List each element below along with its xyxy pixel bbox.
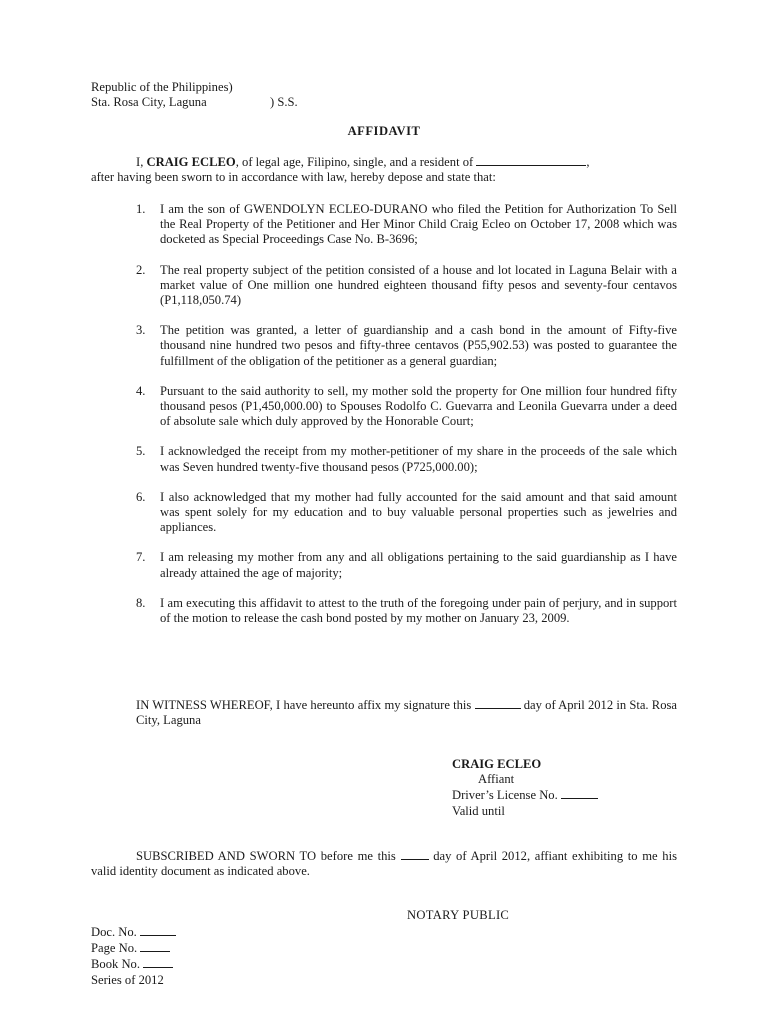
affiant-name: CRAIG ECLEO [452, 757, 542, 771]
statement-number: 4. [136, 383, 146, 398]
venue-city: Sta. Rosa City, Laguna [91, 95, 207, 110]
affiant-label: Affiant [478, 772, 515, 787]
statement-number: 5. [136, 444, 146, 459]
book-no-label: Book No. [91, 957, 140, 972]
notary-public-label: NOTARY PUBLIC [407, 908, 510, 922]
valid-until-label: Valid until [452, 803, 505, 818]
license-line [452, 787, 598, 803]
intro-text-a: , of legal age, Filipino, single, and a resident of [235, 155, 474, 169]
statement-item [136, 323, 677, 369]
statement-number: 1. [136, 202, 146, 216]
statement-item [136, 384, 677, 430]
intro-suffix: , [586, 155, 590, 169]
statement-item [136, 202, 677, 248]
venue-country: Republic of the Philippines) [91, 80, 233, 94]
statement-text: I am executing this affidavit to attest to the truth of the foregoing under pain of perjury, and in support of the motion to release the cash bond posted by my mother on January 23, 2009. [160, 595, 677, 626]
venue-block [91, 80, 298, 110]
signature-block [452, 757, 598, 819]
intro-text-b: after having been sworn to in accordance with law, hereby depose and state that: [91, 170, 496, 185]
statements-list [136, 202, 677, 641]
jurat-text-b: day of April 2012, affiant exhibiting to me his valid identity document as indicated above. [91, 849, 678, 879]
statement-number: 3. [136, 323, 146, 338]
statement-text: Pursuant to the said authority to sell, my mother sold the property for One million four hundred fifty thousand pesos (P1,450,000.00) to Spouses Rodolfo C. Guevarra and Leonila Guevarra under a deed of absolute sale which duly approved by the Honorable Court; [160, 383, 677, 429]
doc-no-blank [140, 924, 176, 936]
venue-ss: ) S.S. [270, 95, 298, 109]
statement-text: The real property subject of the petition consisted of a house and lot located in Laguna Belair with a market value of One million one hundred eighteen thousand fifty pesos and seventy-four centavos (P1,118,050.74) [160, 262, 677, 308]
jurat-day-blank [401, 848, 429, 860]
affiant-name-intro: CRAIG ECLEO [146, 155, 236, 169]
doc-no-line [91, 924, 176, 940]
statement-text: I am releasing my mother from any and all obligations pertaining to the said guardianship as I have already attained the age of majority; [160, 550, 677, 580]
statement-item [136, 490, 677, 536]
statement-item [136, 596, 677, 626]
book-no-blank [143, 956, 173, 968]
statement-number: 7. [136, 550, 146, 565]
notarial-register-block [91, 924, 176, 988]
statement-text: I acknowledged the receipt from my mother-petitioner of my share in the proceeds of the sale which was Seven hundred twenty-five thousand pesos (P725,000.00); [160, 444, 677, 474]
witness-day-blank [475, 697, 521, 709]
statement-item [136, 444, 677, 474]
statement-number: 6. [136, 489, 146, 504]
statement-text: The petition was granted, a letter of guardianship and a cash bond in the amount of Fifty-five thousand nine hundred two pesos and fifty-three centavos (P55,902.53) was posted to guarantee the fulfillment of the obligation of the petitioner as a general guardian; [160, 323, 677, 368]
jurat-text-a: SUBSCRIBED AND SWORN TO before me this [136, 849, 396, 863]
document-title: AFFIDAVIT [347, 124, 421, 138]
statement-item [136, 263, 677, 309]
license-label: Driver’s License No. [452, 788, 558, 803]
license-blank [561, 787, 598, 799]
series-label: Series of 2012 [91, 972, 164, 987]
statement-text: I am the son of GWENDOLYN ECLEO-DURANO who filed the Petition for Authorization To Sell the Real Property of the Petitioner and Her Minor Child Craig Ecleo on October 17, 2008 which was docketed as Special Proceedings Case No. B-3696; [160, 202, 677, 247]
intro-prefix: I, [136, 155, 144, 169]
witness-text-a: IN WITNESS WHEREOF, I have hereunto affix my signature this [136, 698, 472, 712]
page-no-label: Page No. [91, 941, 138, 956]
page-no-blank [140, 940, 170, 952]
page-no-line [91, 940, 176, 956]
intro-paragraph [91, 154, 677, 185]
witness-paragraph [136, 697, 677, 728]
jurat-paragraph [91, 848, 677, 879]
statement-item [136, 550, 677, 580]
statement-number: 8. [136, 595, 146, 610]
witness-text-b: day of April 2012 in Sta. Rosa City, Laguna [136, 698, 677, 728]
doc-no-label: Doc. No. [91, 925, 137, 939]
statement-number: 2. [136, 262, 146, 277]
book-no-line [91, 956, 176, 972]
residence-blank [476, 154, 586, 166]
statement-text: I also acknowledged that my mother had fully accounted for the said amount and that said amount was spent solely for my education and to buy valuable personal properties such as jewelries and appliances. [160, 489, 677, 535]
